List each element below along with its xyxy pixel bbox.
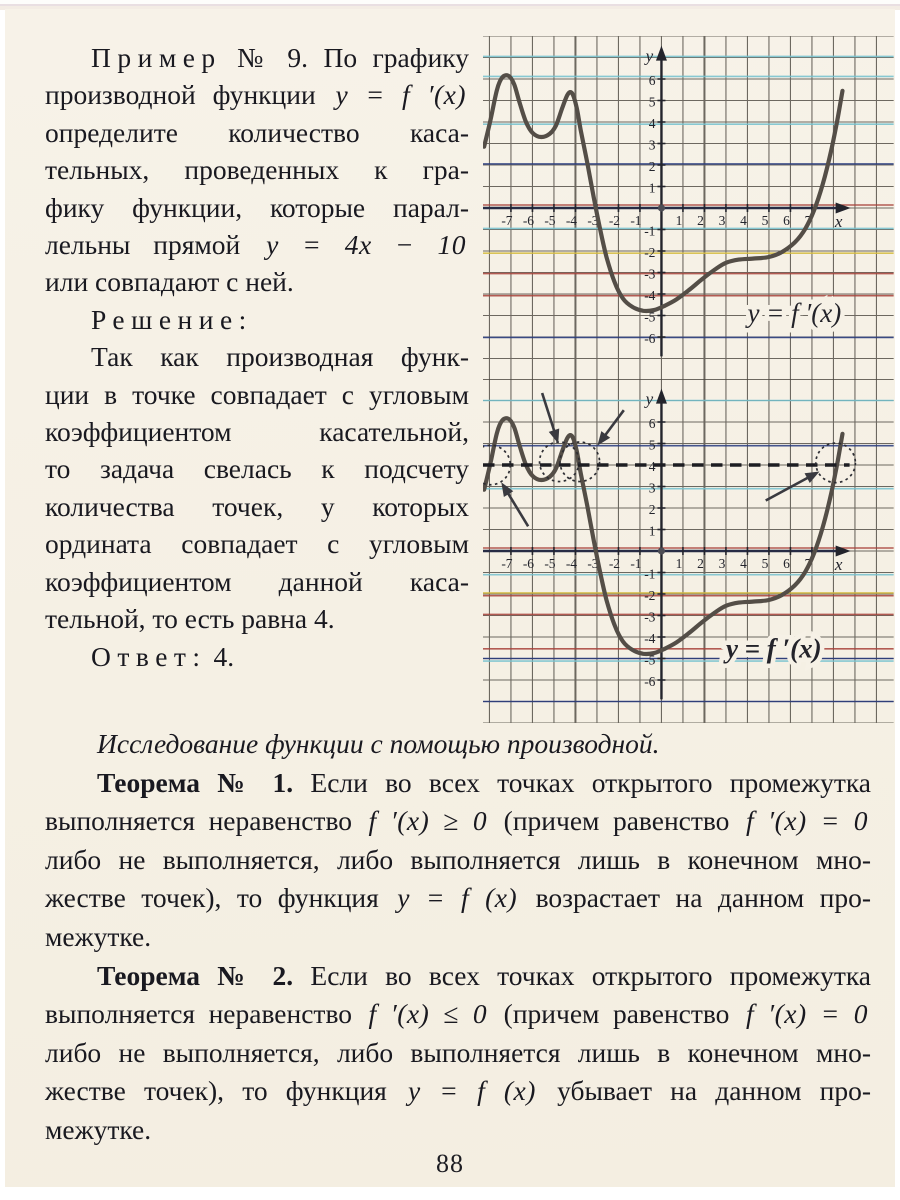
example-text-line [45,151,469,188]
x-tick-label: -7 [501,213,513,228]
text-segment: выполняется неравенство [45,805,352,837]
y-tick-label: -3 [644,609,656,625]
page-number: 88 [436,1149,464,1178]
curve-label: y = f ′(x) [747,297,842,328]
text-segment: (причем равенство [503,998,730,1030]
text-segment: жестве точек), то функция [45,1075,387,1107]
x-tick-label: 5 [761,213,769,228]
theory-text-line [45,957,871,996]
example-text-line [45,338,469,375]
math-expression: y = f (x) [397,882,518,914]
x-tick-label: 4 [740,556,747,571]
derivative-curve [484,75,842,311]
text-segment: ции в точке совпадает с угловым [45,378,469,410]
x-tick-label: 4 [740,213,747,228]
derivative-graph-top [483,36,894,380]
y-tick-label: 5 [648,94,656,110]
text-segment: выполняется неравенство [45,998,352,1030]
example-text-line [45,638,469,675]
y-axis-arrowhead [656,389,667,404]
y-tick-label: -2 [644,245,656,260]
y-tick-label: 6 [648,416,656,431]
example-text-line [45,114,469,151]
x-tick-label: -6 [522,556,535,571]
x-tick-label: 7 [804,556,812,571]
math-expression: f ′(x) = 0 [745,998,869,1030]
text-segment: определите количество каса- [45,116,469,148]
text-segment: лельны прямой [45,229,241,261]
example-text-line [45,525,469,562]
example-text-line [45,413,469,450]
example-text-line [45,263,469,300]
text-segment: Если во всех точках открытого промежутка [310,766,871,798]
x-axis-label: x [834,212,843,231]
x-tick-label: -3 [587,556,599,571]
text-segment: возрастает на данном про- [535,882,871,914]
y-tick-label: -4 [644,288,656,303]
example-text-line [45,226,469,263]
derivative-curve [484,418,842,654]
text-segment: (причем равенство [503,805,730,837]
example-text-line [45,450,469,487]
text-segment: либо не выполняется, либо выполняется лишь в конечном мно- [45,843,871,875]
theory-text-line [45,1111,871,1150]
example-text-line [45,600,469,637]
accent-lines [483,56,894,337]
text-segment: Исследование функции с помощью производной. [97,728,660,759]
text-segment: тельных, проведенных к гра- [45,154,469,186]
text-segment: Решение: [91,303,253,335]
theory-text-line [45,1034,871,1073]
x-tick-label: -4 [565,213,578,228]
x-tick-label: -5 [544,556,556,571]
x-tick-label: 1 [675,556,683,571]
x-tick-label: -1 [630,213,642,228]
theory-text-line [45,764,871,803]
text-segment: Пример [91,42,222,73]
example-text-line [45,76,469,113]
origin-dot [658,204,665,211]
derivative-graph-annotated [483,379,894,723]
example-text-line [45,376,469,413]
y-tick-label: 1 [648,523,656,539]
theory-text-line [45,1072,871,1111]
text-segment: межутке. [45,1113,152,1145]
y-axis-arrowhead [656,46,667,61]
x-tick-label: 7 [804,213,812,228]
math-expression: y = 4x − 10 [266,229,466,261]
math-expression: y = f ′(x) [335,79,466,111]
text-segment: ордината совпадает с угловым [45,528,469,560]
x-tick-label: -4 [565,556,578,571]
x-tick-label: -7 [501,556,513,571]
x-tick-label: -6 [522,213,535,228]
text-segment: или совпадают с ней. [45,266,294,298]
theory-text-line [45,725,871,764]
y-tick-label: -6 [644,674,656,689]
text-segment: Ответ: [91,640,207,672]
text-segment: жестве точек), то функция [45,882,379,914]
y-tick-label: 5 [648,437,656,453]
y-tick-label: 4 [648,116,656,131]
y-tick-label: -5 [644,309,656,325]
x-tick-label: 3 [718,556,726,571]
y-tick-label: -1 [644,223,656,239]
text-segment: либо не выполняется, либо выполняется лишь в конечном мно- [45,1036,871,1068]
text-segment: убывает на данном про- [557,1075,872,1107]
theory-text-line [45,995,871,1034]
x-tick-label: 3 [718,213,726,228]
text-segment: Теорема № 1. [97,766,294,798]
text-segment: Если во всех точках открытого промежутка [310,959,871,991]
y-tick-label: 6 [648,73,656,88]
example-text-column [45,39,469,675]
y-tick-label: 1 [648,180,656,196]
theory-text-line [45,918,871,957]
y-tick-label: -1 [644,566,656,582]
text-segment: 4. [213,640,235,672]
math-expression: y = f (x) [408,1075,536,1107]
y-tick-label: 4 [648,459,656,474]
x-tick-label: 6 [783,556,790,571]
curve-label: y = f ′(x) [725,633,822,664]
x-tick-label: 2 [697,556,704,571]
y-tick-label: 3 [648,480,656,496]
x-tick-label: 2 [697,213,704,228]
x-tick-label: -1 [630,556,642,571]
text-segment: производной функции [45,79,316,111]
page [5,9,895,1187]
example-text-line [45,189,469,226]
text-segment: количества точек, у которых [45,490,469,522]
math-expression: f ′(x) = 0 [745,805,869,837]
example-text-line [45,39,469,76]
text-segment: коэффициентом данной каса- [45,565,469,597]
y-tick-label: -3 [644,266,656,282]
text-segment: коэффициентом касательной, [45,416,469,448]
text-segment: № 9. По графику [237,42,470,73]
math-expression: f ′(x) ≥ 0 [368,805,488,837]
y-tick-label: -6 [644,331,656,346]
y-tick-label: -4 [644,631,656,646]
text-segment: то задача свелась к подсчету [45,453,469,485]
example-text-line [45,301,469,338]
text-segment: тельной, то есть равна 4. [45,603,335,635]
x-tick-label: 1 [675,213,683,228]
example-text-line [45,488,469,525]
theory-text-line [45,802,871,841]
text-segment: межутке. [45,920,152,952]
y-tick-label: 2 [648,159,656,174]
y-tick-label: 2 [648,502,656,517]
y-tick-label: 3 [648,137,656,153]
math-expression: f ′(x) ≤ 0 [368,998,488,1030]
theory-text-line [45,841,871,880]
text-segment: фику функции, которые парал- [45,191,469,223]
x-axis-label: x [834,555,843,574]
origin-dot [658,547,665,554]
y-axis-label: y [645,389,654,409]
y-tick-label: -2 [644,588,656,603]
y-tick-label: -5 [644,652,656,668]
x-tick-label: -2 [608,556,621,571]
x-tick-label: 6 [783,213,790,228]
theory-text-section [45,725,871,1150]
theory-text-line [45,879,871,918]
y-axis-label: y [645,46,654,66]
x-tick-label: -3 [587,213,599,228]
example-text-line [45,563,469,600]
x-tick-label: -5 [544,213,556,228]
text-segment: Теорема № 2. [97,959,294,991]
text-segment: Так как производная функ- [91,341,469,373]
x-tick-label: -2 [608,213,621,228]
x-tick-label: 5 [761,556,769,571]
